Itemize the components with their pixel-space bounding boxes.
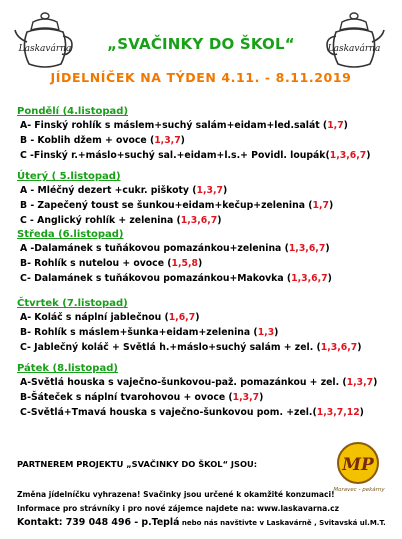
logo-wordmark: Laskavárna xyxy=(18,44,72,54)
moravec-bakery-caption: Moravec - pekárny xyxy=(333,487,385,493)
allergen-codes: 1,7 xyxy=(327,120,344,131)
day-title: Čtvrtek (7.listopad) xyxy=(17,298,128,309)
weekly-menu xyxy=(17,105,399,420)
contact-phone: Kontakt: 739 048 496 - p.Teplá xyxy=(17,517,180,528)
menu-item: A-Světlá houska s vaječno-šunkovou-paž. pomazánkou + zel. (1,3,7) xyxy=(20,377,378,388)
allergen-codes: 1,3,6,7 xyxy=(288,243,326,254)
menu-item: C - Anglický rohlík + zelenina (1,3,6,7) xyxy=(20,215,222,226)
menu-item: B- Rohlík s nutelou + ovoce (1,5,8) xyxy=(20,258,203,269)
day-title: Úterý ( 5.listopad) xyxy=(17,171,121,182)
allergen-codes: 1,3,6,7 xyxy=(291,273,328,284)
day-tuesday xyxy=(17,170,399,228)
day-wednesday xyxy=(17,228,399,286)
menu-change-note: Změna jídelníčku vyhrazena! Svačinky jsou určené k okamžité konzumaci! xyxy=(17,490,335,499)
allergen-codes: 1,3,7,12 xyxy=(316,407,360,418)
day-title: Pátek (8.listopad) xyxy=(17,363,118,374)
menu-item: A -Dalamánek s tuňákovou pomazánkou+zelenina (1,3,6,7) xyxy=(20,243,330,254)
allergen-codes: 1,3,7 xyxy=(346,377,374,388)
allergen-codes: 1,3,6,7 xyxy=(329,150,367,161)
allergen-codes: 1,3,7 xyxy=(196,185,223,196)
menu-item: B - Koblih džem + ovoce (1,3,7) xyxy=(20,135,185,146)
day-friday xyxy=(17,362,399,420)
svg-text:MP: MP xyxy=(342,455,374,475)
contact-line xyxy=(17,517,386,528)
allergen-codes: 1,7 xyxy=(312,200,329,211)
moravec-bakery-logo xyxy=(336,441,380,485)
menu-week-subtitle: JÍDELNÍČEK NA TÝDEN 4.11. - 8.11.2019 xyxy=(50,70,352,85)
page-title: „SVAČINKY DO ŠKOL“ xyxy=(107,35,295,53)
info-website-note: Informace pro strávníky i pro nové zájemce najdete na: www.laskavarna.cz xyxy=(17,504,340,513)
menu-item: A- Koláč s náplní jablečnou (1,6,7) xyxy=(20,312,200,323)
allergen-codes: 1,3 xyxy=(257,327,275,338)
menu-item: A - Mléčný dezert +cukr. piškoty (1,3,7) xyxy=(20,185,228,196)
day-title: Pondělí (4.listopad) xyxy=(17,106,129,117)
menu-item: B-Šáteček s náplní tvarohovou + ovoce (1,3,7) xyxy=(20,392,264,403)
menu-item: A- Finský rohlík s máslem+suchý salám+eidam+led.salát (1,7) xyxy=(20,120,348,131)
allergen-codes: 1,3,7 xyxy=(232,392,260,403)
menu-item: C-Světlá+Tmavá houska s vaječno-šunkovou pom. +zel.(1,3,7,12) xyxy=(20,407,364,418)
day-title: Středa (6.listopad) xyxy=(17,229,124,240)
allergen-codes: 1,6,7 xyxy=(168,312,196,323)
contact-address: nebo nás navštivte v Laskavárně , Svitavská ul.M.T. xyxy=(179,519,386,527)
partner-heading: PARTNEREM PROJEKTU „SVAČINKY DO ŠKOL“ JSOU: xyxy=(17,459,258,469)
day-thursday xyxy=(17,297,399,355)
logo-wordmark: Laskavárna xyxy=(327,44,381,54)
menu-item: B- Rohlík s máslem+šunka+eidam+zelenina (1,3) xyxy=(20,327,279,338)
allergen-codes: 1,3,6,7 xyxy=(320,342,358,353)
allergen-codes: 1,3,6,7 xyxy=(180,215,218,226)
day-monday xyxy=(17,105,399,163)
menu-item: C -Finský r.+máslo+suchý sal.+eidam+l.s.+ Povidl. loupák(1,3,6,7) xyxy=(20,150,371,161)
allergen-codes: 1,3,7 xyxy=(154,135,181,146)
allergen-codes: 1,5,8 xyxy=(171,258,198,269)
menu-item: C- Jablečný koláč + Světlá h.+máslo+suchý salám + zel. (1,3,6,7) xyxy=(20,342,362,353)
menu-item: C- Dalamánek s tuňákovou pomazánkou+Makovka (1,3,6,7) xyxy=(20,273,332,284)
menu-item: B - Zapečený toust se šunkou+eidam+kečup+zelenina (1,7) xyxy=(20,200,334,211)
